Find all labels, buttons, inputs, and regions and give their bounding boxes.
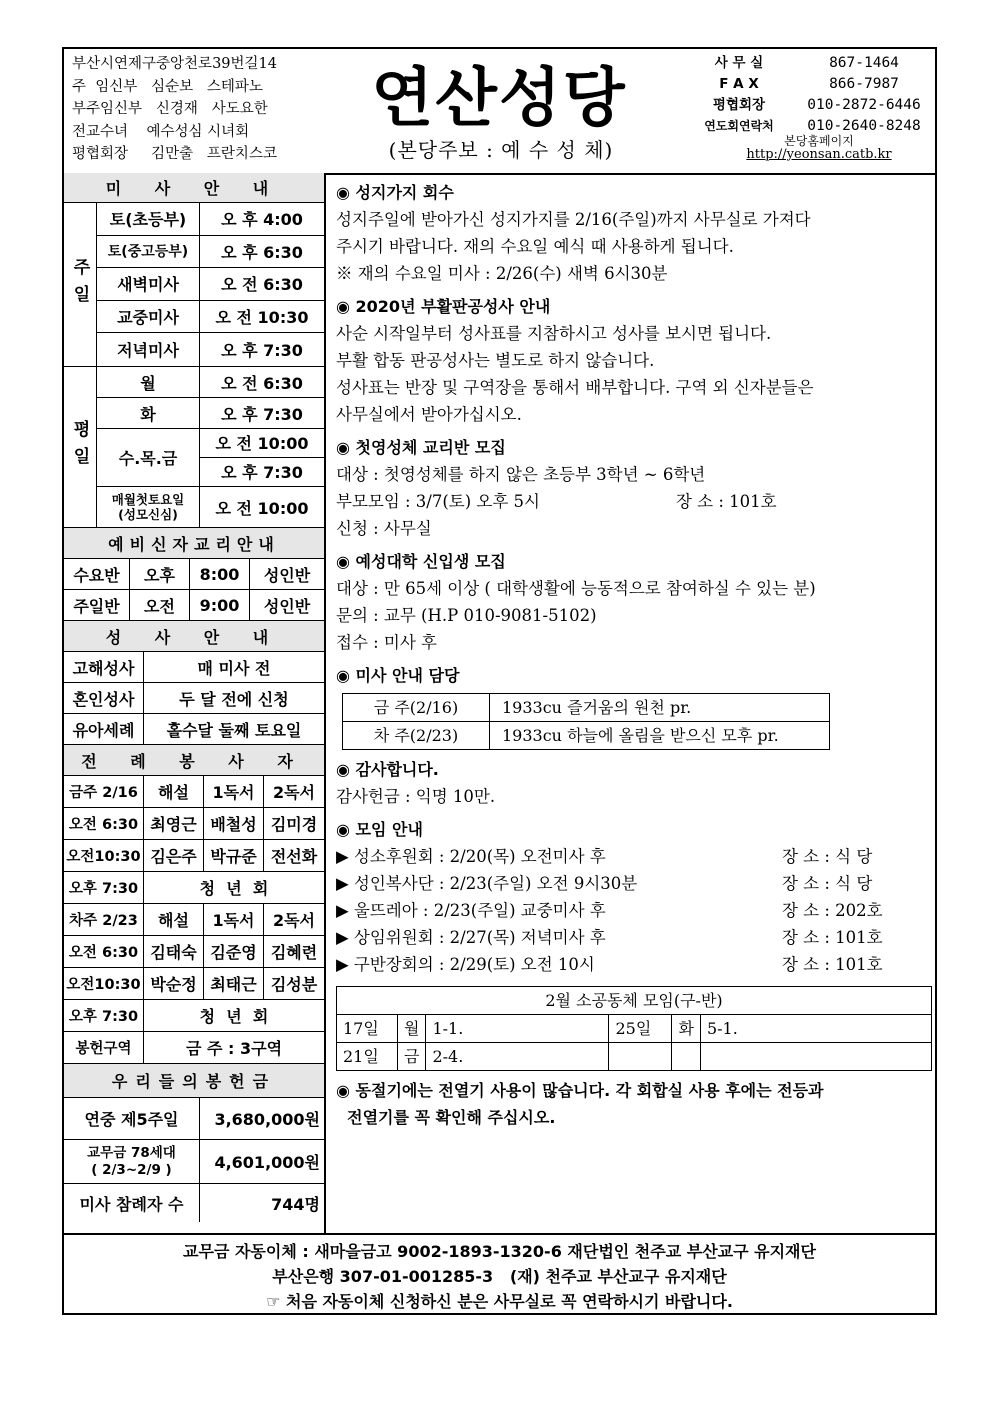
- contact-row: [684, 74, 934, 95]
- mass-row: [97, 429, 324, 487]
- auto-transfer-info: 교무금 자동이체 : 새마을금고 9002-1893-1320-6 재단법인 천주교 부산교구 유지재단: [183, 1242, 816, 1261]
- mass-time: 오 전 6:30: [221, 275, 303, 295]
- mass-time: 오 후 4:00: [221, 210, 303, 230]
- offering-label: 연중 제5주일: [64, 1098, 200, 1139]
- mass-row: [97, 268, 324, 301]
- sacraments-header: [64, 621, 324, 652]
- server-row: [64, 872, 324, 904]
- server-name: 2독서: [272, 783, 316, 802]
- mass-name: 새벽미사: [97, 268, 200, 300]
- assistant-pastor: 부주임신부 신경재 사도요한: [72, 101, 268, 117]
- mass-header: [64, 173, 324, 203]
- class-name: 수요반: [64, 559, 130, 589]
- server-slot: 오후 7:30: [64, 872, 144, 903]
- table-cell: [609, 1043, 672, 1071]
- notice-text-row: [336, 488, 932, 515]
- mass-time: 오 후 7:30: [221, 463, 303, 483]
- server-slot: 금주 2/16: [64, 776, 144, 807]
- offering-district: 금 주 : 3구역: [185, 1039, 283, 1058]
- bank-info: 부산은행 307-01-001285-3 (재) 천주교 부산교구 유지재단: [272, 1267, 727, 1286]
- mass-time: 오 전 10:00: [200, 429, 324, 458]
- server-name: 해설: [144, 776, 204, 807]
- server-row: [64, 1000, 324, 1032]
- sacrament-row: [64, 683, 324, 714]
- catechumen-row: [64, 590, 324, 621]
- mass-name: 교중미사: [97, 301, 200, 333]
- mass-name: 화: [97, 398, 200, 428]
- server-name: 2독서: [272, 911, 316, 930]
- table-cell: 1933cu 즐거움의 원천 pr.: [490, 694, 830, 722]
- notice-text: 부활 합동 판공성사는 별도로 하지 않습니다.: [336, 351, 655, 370]
- meeting-place: 장 소 : 식 당: [782, 874, 873, 893]
- class-time: 8:00: [190, 559, 250, 589]
- table-header: [337, 987, 932, 1015]
- notice-title: ◉ 2020년 부활판공성사 안내: [336, 297, 551, 316]
- catechumen-header: [64, 528, 324, 559]
- server-name: 전선화: [270, 847, 318, 866]
- mass-time: 오 전 6:30: [221, 373, 303, 393]
- small-community-table: [336, 986, 932, 1071]
- sacrament-name: 혼인성사: [64, 683, 144, 713]
- table-cell: 1-1.: [426, 1015, 609, 1043]
- offering-row: [64, 1098, 324, 1140]
- auto-transfer-note: ☞ 처음 자동이체 신청하신 분은 사무실로 꼭 연락하시기 바랍니다.: [266, 1292, 733, 1311]
- server-name: 김미경: [270, 815, 318, 834]
- table-cell: 5-1.: [700, 1015, 931, 1043]
- catechumen-row: [64, 559, 324, 590]
- mass-name: 월: [97, 367, 200, 397]
- table-row: [343, 694, 830, 722]
- notice-title: ◉ 예성대학 신입생 모집: [336, 552, 506, 571]
- table-title: 2월 소공동체 모임(구-반): [337, 987, 932, 1015]
- winter-notice: ◉ 동절기에는 전열기 사용이 많습니다. 각 회합실 사용 후에는 전등과: [336, 1081, 824, 1100]
- table-cell: [672, 1043, 700, 1071]
- server-name: 김혜련: [270, 943, 318, 962]
- sacrament-name: 유아세례: [64, 714, 144, 744]
- table-cell: 17일: [337, 1015, 398, 1043]
- notice-title: ◉ 감사합니다.: [336, 760, 439, 779]
- server-name: 김은주: [144, 840, 204, 871]
- table-cell: 2-4.: [426, 1043, 609, 1071]
- contact-list: [684, 53, 934, 137]
- offering-amount: 3,680,000원: [214, 1110, 320, 1129]
- servers-header: [64, 745, 324, 776]
- sunday-mass: [64, 203, 324, 367]
- mass-name: 수.목.금: [97, 429, 200, 486]
- mass-time: 오 후 7:30: [221, 404, 303, 424]
- table-row: [343, 722, 830, 750]
- notice-text: 대상 : 만 65세 이상 ( 대학생활에 능동적으로 참여하실 수 있는 분): [336, 579, 816, 598]
- notice-text: 주시기 바랍니다. 재의 수요일 예식 때 사용하게 됩니다.: [336, 237, 734, 256]
- table-cell: 21일: [337, 1043, 398, 1071]
- list-item: [336, 924, 932, 951]
- contact-value: 866-7987: [829, 76, 899, 92]
- mass-row: [97, 301, 324, 334]
- notice-text: 부모모임 : 3/7(토) 오후 5시: [336, 492, 540, 511]
- notice-text: 문의 : 교무 (H.P 010-9081-5102): [336, 606, 597, 625]
- list-item: [336, 870, 932, 897]
- section-title: 성 사 안 내: [64, 621, 324, 651]
- mass-row: [97, 333, 324, 366]
- mass-name: 토(초등부): [97, 203, 200, 235]
- server-row: [64, 936, 324, 968]
- server-name: 해설: [144, 904, 204, 935]
- server-slot: 봉헌구역: [64, 1032, 144, 1063]
- footer: [64, 1233, 935, 1313]
- offering-header: [64, 1064, 324, 1098]
- contact-label: 평협회장: [712, 97, 766, 113]
- class-type: 성인반: [263, 596, 311, 616]
- sacrament-name: 고해성사: [64, 652, 144, 682]
- server-row: [64, 904, 324, 936]
- meeting-info: ▶ 상임위원회 : 2/27(목) 저녁미사 후: [336, 928, 606, 947]
- table-row: [337, 1015, 932, 1043]
- table-cell: 차 주(2/23): [343, 722, 490, 750]
- notice-text: 사순 시작일부터 성사표를 지참하시고 성사를 보시면 됩니다.: [336, 324, 772, 343]
- mass-row: [97, 398, 324, 429]
- section-title: 미 사 안 내: [64, 173, 324, 202]
- sacrament-row: [64, 714, 324, 745]
- sacrament-row: [64, 652, 324, 683]
- meeting-place: 장 소 : 101호: [782, 928, 883, 947]
- contact-value: 010-2640-8248: [807, 118, 921, 134]
- notices: [336, 173, 932, 1131]
- attendance-count: 744명: [271, 1194, 320, 1214]
- contact-value: 867-1464: [829, 55, 899, 71]
- section-title: 전 례 봉 사 자: [64, 745, 324, 775]
- homepage: [704, 134, 934, 162]
- bulletin-frame: [62, 47, 937, 1315]
- mass-name: 매월첫토요일 (성모신심): [97, 487, 200, 527]
- server-slot: 오전 6:30: [64, 808, 144, 839]
- weekday-mass: [64, 367, 324, 528]
- table-cell: [700, 1043, 931, 1071]
- server-row: [64, 1032, 324, 1064]
- notice-text: 성지주일에 받아가신 성지가지를 2/16(주일)까지 사무실로 가져다: [336, 210, 811, 229]
- sacrament-info: 두 달 전에 신청: [179, 689, 289, 709]
- server-name: 김준영: [204, 936, 264, 967]
- notice-title: ◉ 성지가지 회수: [336, 183, 454, 202]
- notice-text: 접수 : 미사 후: [336, 633, 437, 652]
- list-item: [336, 897, 932, 924]
- server-name: 김성분: [270, 975, 318, 994]
- contact-row: [684, 53, 934, 74]
- server-row: [64, 840, 324, 872]
- mass-time: 오 전 10:00: [215, 498, 309, 518]
- server-name: 1독서: [204, 904, 264, 935]
- server-slot: 오전10:30: [64, 840, 144, 871]
- mission-sister: 전교수녀 예수성심 시녀회: [72, 123, 250, 140]
- notice-text: 신청 : 사무실: [336, 519, 432, 538]
- class-type: 성인반: [263, 565, 311, 585]
- meeting-place: 장 소 : 식 당: [782, 847, 873, 866]
- server-row: [64, 808, 324, 840]
- weekday-label: 평일: [64, 367, 97, 527]
- server-name: 배철성: [204, 808, 264, 839]
- notice-title: ◉ 미사 안내 담당: [336, 666, 460, 685]
- offering-row: [64, 1184, 324, 1222]
- mass-times: [200, 429, 324, 486]
- page-title: 연산성당: [371, 62, 627, 136]
- table-cell: 금: [398, 1043, 426, 1071]
- mass-name: 토(중고등부): [97, 236, 200, 268]
- mass-time: 오 후 7:30: [221, 341, 303, 361]
- offering-amount: 4,601,000원: [214, 1153, 320, 1172]
- server-name: 김태숙: [144, 936, 204, 967]
- notice-text: ※ 재의 수요일 미사 : 2/26(수) 새벽 6시30분: [336, 264, 668, 283]
- winter-notice: 전열기를 꼭 확인해 주십시오.: [336, 1108, 556, 1127]
- class-ampm: 오전: [130, 590, 190, 620]
- server-name: 최영근: [144, 808, 204, 839]
- meeting-info: ▶ 울뜨레아 : 2/23(주일) 교중미사 후: [336, 901, 606, 920]
- mass-row: [97, 236, 324, 269]
- sunday-label: 주일: [64, 203, 97, 366]
- offering-row: [64, 1140, 324, 1184]
- mass-row: [97, 367, 324, 398]
- meeting-info: ▶ 성인복사단 : 2/23(주일) 오전 9시30분: [336, 874, 638, 893]
- table-cell: 25일: [609, 1015, 672, 1043]
- notice-title: ◉ 모임 안내: [336, 820, 423, 839]
- server-name: 박순정: [144, 968, 204, 999]
- contact-label: F A X: [719, 76, 759, 92]
- mass-row: [97, 487, 324, 527]
- mass-time: 오 후 6:30: [221, 242, 303, 262]
- server-name: 박규준: [204, 840, 264, 871]
- mass-name: 저녁미사: [97, 333, 200, 366]
- pastor: 주 임신부 심순보 스테파노: [72, 78, 263, 95]
- table-cell: 금 주(2/16): [343, 694, 490, 722]
- server-row: [64, 968, 324, 1000]
- parish-info: [72, 53, 277, 166]
- sacrament-info: 매 미사 전: [197, 658, 271, 678]
- server-name: 최태근: [204, 968, 264, 999]
- header: [64, 49, 935, 175]
- notice-title: ◉ 첫영성체 교리반 모집: [336, 438, 506, 457]
- notice-text: 대상 : 첫영성체를 하지 않은 초등부 3학년 ~ 6학년: [336, 465, 706, 484]
- server-row: [64, 776, 324, 808]
- council-president: 평협회장 김만출 프란치스코: [72, 146, 277, 162]
- left-column: [64, 173, 326, 1233]
- mass-guide-table: [342, 693, 830, 750]
- list-item: [336, 843, 932, 870]
- section-title: 우리들의봉헌금: [64, 1064, 324, 1097]
- notice-text: 감사헌금 : 익명 10만.: [336, 787, 496, 806]
- sacrament-info: 홀수달 둘째 토요일: [166, 720, 302, 740]
- server-group: 청 년 회: [199, 879, 269, 898]
- offering-label: 미사 참례자 수: [64, 1184, 200, 1222]
- class-name: 주일반: [64, 590, 130, 620]
- section-title: 예비신자교리안내: [64, 528, 324, 558]
- homepage-label: 본당홈페이지: [784, 134, 854, 148]
- address: 부산시연제구중앙천로39번길14: [72, 56, 277, 72]
- meeting-info: ▶ 성소후원회 : 2/20(목) 오전미사 후: [336, 847, 606, 866]
- notice-text: 성사표는 반장 및 구역장을 통해서 배부합니다. 구역 외 신자분들은: [336, 378, 814, 397]
- contact-row: [684, 95, 934, 116]
- contact-label: 연도회연락처: [704, 119, 774, 133]
- contact-label: 사 무 실: [714, 55, 764, 71]
- server-slot: 차주 2/23: [64, 904, 144, 935]
- class-ampm: 오후: [130, 559, 190, 589]
- meeting-place: 장 소 : 202호: [782, 901, 883, 920]
- mass-row: [97, 203, 324, 236]
- page-subtitle: (본당주보 : 예 수 성 체): [388, 138, 614, 162]
- server-slot: 오후 7:30: [64, 1000, 144, 1031]
- mass-time: 오 전 10:30: [215, 308, 309, 328]
- table-cell: 화: [672, 1015, 700, 1043]
- server-group: 청 년 회: [199, 1007, 269, 1026]
- offering-label: 교무금 78세대 ( 2/3~2/9 ): [64, 1140, 200, 1183]
- meeting-info: ▶ 구반장회의 : 2/29(토) 오전 10시: [336, 955, 595, 974]
- list-item: [336, 951, 932, 978]
- notice-text: 사무실에서 받아가십시오.: [336, 405, 522, 424]
- notice-text: 장 소 : 101호: [676, 492, 777, 511]
- table-cell: 월: [398, 1015, 426, 1043]
- server-name: 1독서: [204, 776, 264, 807]
- meeting-place: 장 소 : 101호: [782, 955, 883, 974]
- contact-value: 010-2872-6446: [807, 97, 921, 113]
- class-time: 9:00: [190, 590, 250, 620]
- server-slot: 오전10:30: [64, 968, 144, 999]
- table-cell: 1933cu 하늘에 올림을 받으신 모후 pr.: [490, 722, 830, 750]
- server-slot: 오전 6:30: [64, 936, 144, 967]
- homepage-link[interactable]: http://yeonsan.catb.kr: [746, 147, 892, 162]
- table-row: [337, 1043, 932, 1071]
